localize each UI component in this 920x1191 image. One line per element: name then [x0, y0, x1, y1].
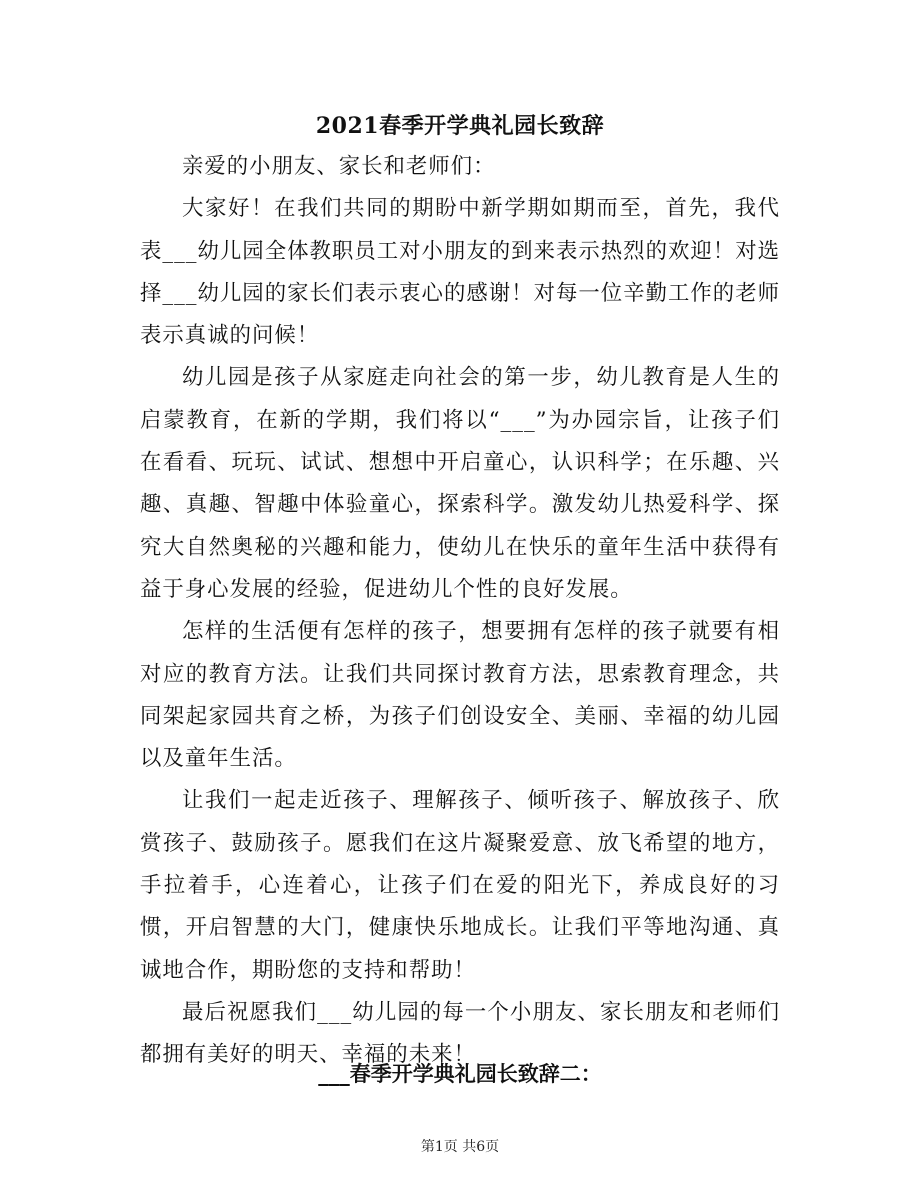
- body-paragraph: 怎样的生活便有怎样的孩子，想要拥有怎样的孩子就要有相对应的教育方法。让我们共同探讨教育方法，思索教育理念，共同架起家园共育之桥，为孩子们创设安全、美丽、幸福的幼儿园以及童年生活。: [140, 619, 780, 772]
- section-subtitle: ___春季开学典礼园长致辞二：: [318, 1061, 602, 1086]
- body-paragraph: 大家好！在我们共同的期盼中新学期如期而至，首先，我代表___幼儿园全体教职员工对小朋友的到来表示热烈的欢迎！对选择___幼儿园的家长们表示衷心的感谢！对每一位辛勤工作的老师表示真诚的问候！: [140, 196, 780, 349]
- document-title: 2021春季开学典礼园长致辞: [315, 113, 605, 139]
- document-body: [140, 146, 780, 1077]
- page-number-footer: 第1页 共6页: [420, 1139, 500, 1155]
- body-paragraph: 最后祝愿我们___幼儿园的每一个小朋友、家长朋友和老师们都拥有美好的明天、幸福的未来！: [140, 999, 780, 1068]
- body-paragraph: 幼儿园是孩子从家庭走向社会的第一步，幼儿教育是人生的启蒙教育，在新的学期，我们将以“___”为办园宗旨，让孩子们在看看、玩玩、试试、想想中开启童心，认识科学；在乐趣、兴趣、真趣、智趣中体验童心，探索科学。激发幼儿热爱科学、探究大自然奥秘的兴趣和能力，使幼儿在快乐的童年生活中获得有益于身心发展的经验，促进幼儿个性的良好发展。: [140, 365, 780, 602]
- body-paragraph: 让我们一起走近孩子、理解孩子、倾听孩子、解放孩子、欣赏孩子、鼓励孩子。愿我们在这片凝聚爱意、放飞希望的地方，手拉着手，心连着心，让孩子们在爱的阳光下，养成良好的习惯，开启智慧的大门，健康快乐地成长。让我们平等地沟通、真诚地合作，期盼您的支持和帮助！: [140, 788, 780, 983]
- greeting-paragraph: 亲爱的小朋友、家长和老师们：: [182, 154, 496, 179]
